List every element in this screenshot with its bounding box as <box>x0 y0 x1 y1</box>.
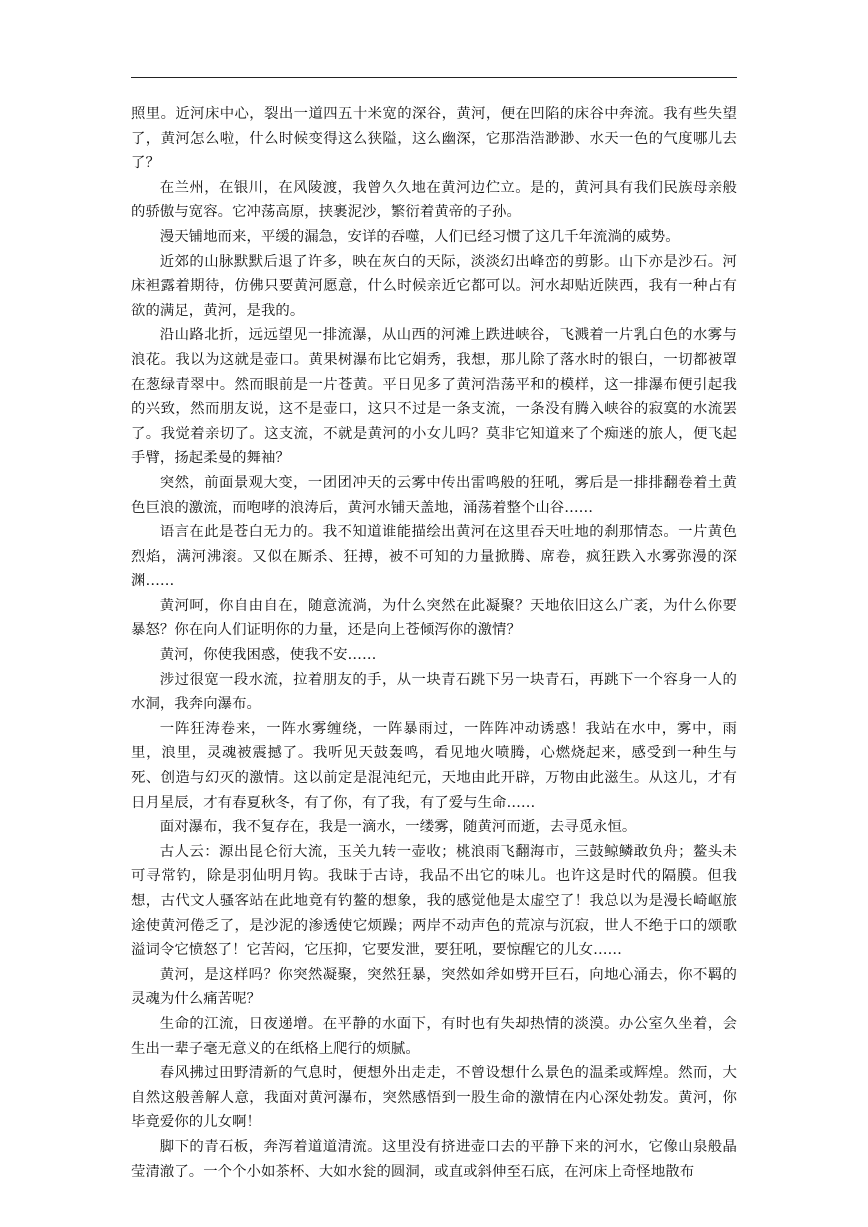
paragraph: 黄河，是这样吗？你突然凝聚，突然狂暴，突然如斧如劈开巨石，向地心涌去，你不羁的灵魂为什么痛苦呢？ <box>131 966 737 1008</box>
paragraph: 脚下的青石板，奔泻着道道清流。这里没有挤进壶口去的平静下来的河水，它像山泉般晶莹清澈了。一个个小如茶杯、大如水瓮的圆洞，或直或斜伸至石底，在河床上奇怪地散布 <box>131 1138 737 1180</box>
paragraph: 涉过很宽一段水流，拉着朋友的手，从一块青石跳下另一块青石，再跳下一个容身一人的水洞，我奔向瀑布。 <box>131 671 737 713</box>
paragraph: 春风拂过田野清新的气息时，便想外出走走，不曾设想什么景色的温柔或辉煌。然而，大自然这般善解人意，我面对黄河瀑布，突然感悟到一股生命的激情在内心深处勃发。黄河，你毕竟爱你的儿女啊！ <box>131 1065 737 1131</box>
paragraph: 突然，前面景观大变，一团团冲天的云雾中传出雷鸣般的狂吼，雾后是一排排翻卷着土黄色巨浪的激流，而咆哮的浪涛后，黄河水铺天盖地，涌荡着整个山谷…… <box>131 474 737 516</box>
paragraph: 生命的江流，日夜递增。在平静的水面下，有时也有失却热情的淡漠。办公室久坐着，会生出一辈子毫无意义的在纸格上爬行的烦腻。 <box>131 1015 737 1057</box>
paragraph: 在兰州，在银川，在风陵渡，我曾久久地在黄河边伫立。是的，黄河具有我们民族母亲般的骄傲与宽容。它冲荡高原，挟裹泥沙，繁衍着黄帝的子孙。 <box>131 179 737 221</box>
paragraph: 一阵狂涛卷来，一阵水雾缠绕，一阵暴雨过，一阵阵冲动诱惑！我站在水中，雾中，雨里，浪里，灵魂被震撼了。我听见天鼓轰鸣，看见地火喷腾，心燃烧起来，感受到一种生与死、创造与幻灭的激情。这以前定是混沌纪元，天地由此开辟，万物由此滋生。从这儿，才有日月星辰，才有春夏秋冬，有了你，有了我，有了爱与生命…… <box>131 720 737 811</box>
paragraph: 语言在此是苍白无力的。我不知道谁能描绘出黄河在这里吞天吐地的刹那情态。一片黄色烈焰，满河沸滚。又似在厮杀、狂搏，被不可知的力量掀腾、席卷，疯狂跌入水雾弥漫的深渊…… <box>131 524 737 590</box>
paragraph: 古人云：源出昆仑衍大流，玉关九转一壶收；桃浪雨飞翻海市，三鼓鲸鳞敢负舟；鳌头未可寻常钓，除是羽仙明月钩。我昧于古诗，我品不出它的味儿。也许这是时代的隔膜。但我想，古代文人骚客站在此地竟有钓鳌的想象，我的感觉他是太虚空了！我总以为是漫长崎岖旅途使黄河倦乏了，是沙泥的渗透使它烦躁；两岸不动声色的荒凉与沉寂，世人不绝于口的颂歌溢词令它愤怒了！它苦闷，它压抑，它要发泄，要狂吼，要惊醒它的儿女…… <box>131 843 737 959</box>
document-body <box>131 102 737 1184</box>
paragraph: 面对瀑布，我不复存在，我是一滴水，一缕雾，随黄河而逝，去寻觅永恒。 <box>159 819 637 836</box>
paragraph: 沿山路北折，远远望见一排流瀑，从山西的河滩上跌进峡谷，飞溅着一片乳白色的水雾与浪花。我以为这就是壶口。黄果树瀑布比它娟秀，我想，那儿除了落水时的银白，一切都被罩在葱绿青翠中。然而眼前是一片苍黄。平日见多了黄河浩荡平和的模样，这一排瀑布便引起我的兴致，然而朋友说，这不是壶口，这只不过是一条支流，一条没有腾入峡谷的寂寞的水流罢了。我觉着亲切了。这支流，不就是黄河的小女儿吗？莫非它知道来了个痴迷的旅人，便飞起手臂，扬起柔曼的舞袖？ <box>131 327 737 467</box>
paragraph: 照里。近河床中心，裂出一道四五十米宽的深谷，黄河，便在凹陷的床谷中奔流。我有些失望了，黄河怎么啦，什么时候变得这么狭隘，这么幽深，它那浩浩渺渺、水天一色的气度哪儿去了？ <box>131 106 737 172</box>
paragraph: 近郊的山脉默默后退了许多，映在灰白的天际，淡淡幻出峰峦的剪影。山下亦是沙石。河床袒露着期待，仿佛只要黄河愿意，什么时候亲近它都可以。河水却贴近陕西，我有一种占有欲的满足，黄河，是我的。 <box>131 253 737 319</box>
header-rule <box>131 77 737 78</box>
paragraph: 黄河呵，你自由自在，随意流淌，为什么突然在此凝聚？天地依旧这么广袤，为什么你要暴怒？你在向人们证明你的力量，还是向上苍倾泻你的激情？ <box>131 597 737 639</box>
paragraph: 漫天铺地而来，平缓的漏急，安详的吞噬，人们已经习惯了这几千年流淌的威势。 <box>159 228 680 245</box>
paragraph: 黄河，你使我困惑，使我不安…… <box>159 647 377 664</box>
